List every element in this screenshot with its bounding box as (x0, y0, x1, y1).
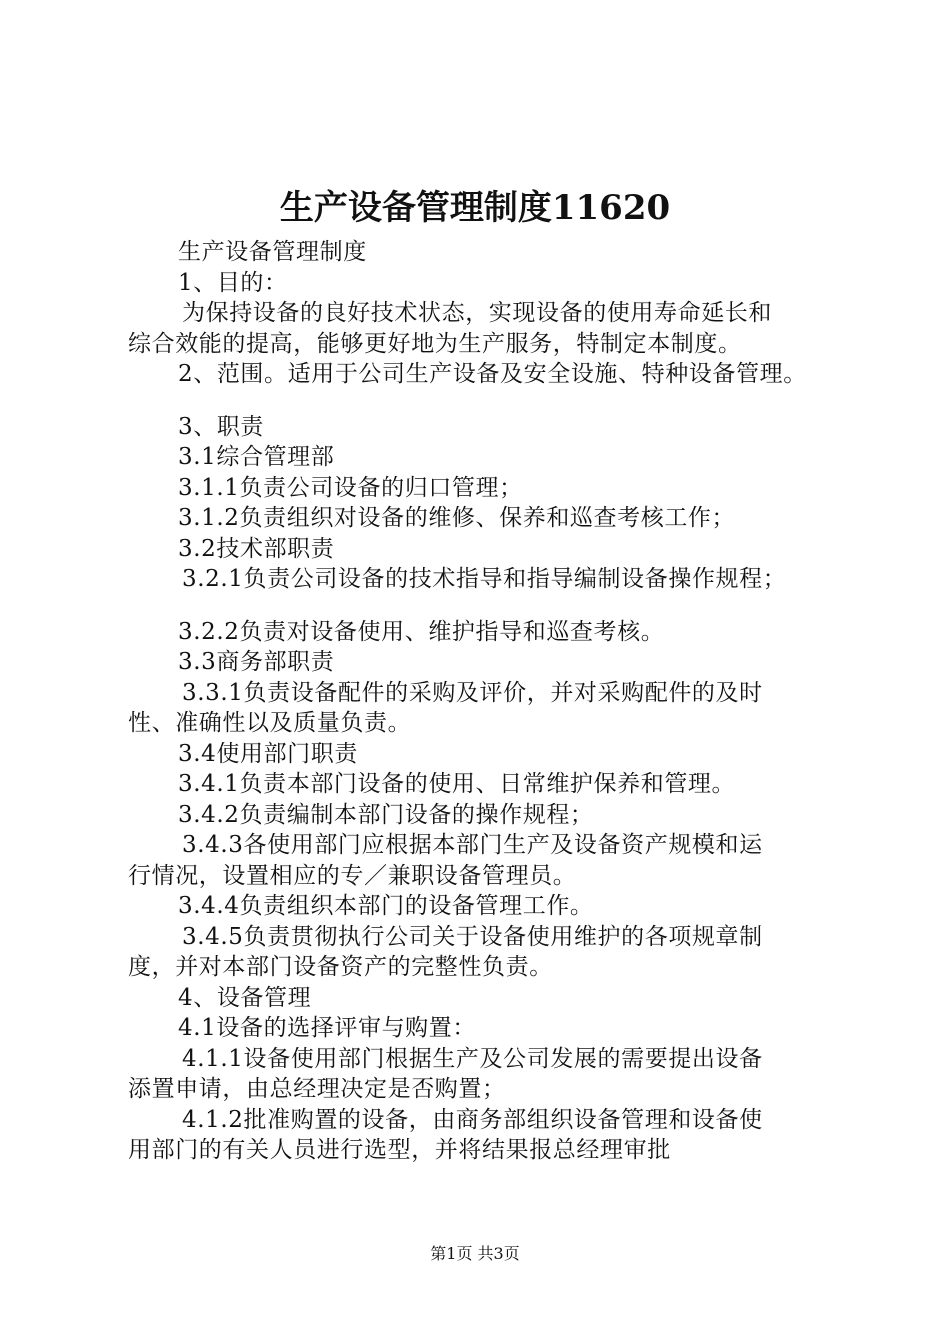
doc-line: 4.1设备的选择评审与购置： (178, 1015, 476, 1041)
doc-line: 3.4.3各使用部门应根据本部门生产及设备资产规模和运 (182, 832, 763, 858)
doc-line: 3.1.1负责公司设备的归口管理； (178, 474, 523, 501)
doc-line: 综合效能的提高，能够更好地为生产服务，特制定本制度。 (128, 330, 742, 357)
page-number-footer: 第1页 共3页 (430, 1244, 520, 1263)
doc-line: 4.1.1设备使用部门根据生产及公司发展的需要提出设备 (182, 1045, 763, 1072)
doc-line: 生产设备管理制度 (178, 239, 367, 265)
doc-line: 3.4.4负责组织本部门的设备管理工作。 (178, 893, 594, 919)
doc-line: 4、设备管理 (178, 984, 312, 1011)
doc-line: 为保持设备的良好技术状态，实现设备的使用寿命延长和 (182, 300, 772, 326)
paragraph-gap (128, 390, 840, 412)
doc-line: 1、目的： (178, 269, 288, 296)
paragraph-gap (128, 595, 840, 617)
doc-line: 2、范围。适用于公司生产设备及安全设施、特种设备管理。 (178, 361, 807, 387)
doc-line: 3.4.1负责本部门设备的使用、日常维护保养和管理。 (178, 771, 736, 797)
doc-line: 3.2.1负责公司设备的技术指导和指导编制设备操作规程； (182, 566, 787, 592)
doc-line: 3.4使用部门职责 (178, 740, 358, 767)
doc-line: 3、职责 (178, 413, 265, 440)
doc-line: 行情况，设置相应的专／兼职设备管理员。 (128, 862, 577, 889)
doc-line: 3.4.5负责贯彻执行公司关于设备使用维护的各项规章制 (182, 923, 763, 950)
document-body (128, 237, 840, 1166)
doc-line: 添置申请，由总经理决定是否购置； (128, 1076, 506, 1102)
document-title: 生产设备管理制度11620 (279, 188, 671, 228)
doc-line: 性、准确性以及质量负责。 (128, 710, 412, 736)
doc-line: 3.3商务部职责 (178, 649, 335, 675)
doc-line: 3.2技术部职责 (178, 535, 335, 562)
doc-line: 3.3.1负责设备配件的采购及评价，并对采购配件的及时 (182, 679, 763, 706)
doc-line: 用部门的有关人员进行选型，并将结果报总经理审批 (128, 1137, 671, 1163)
doc-line: 度，并对本部门设备资产的完整性负责。 (128, 954, 553, 980)
doc-line: 3.1.2负责组织对设备的维修、保养和巡查考核工作； (178, 505, 736, 531)
doc-line: 3.4.2负责编制本部门设备的操作规程； (178, 801, 594, 828)
doc-line: 3.2.2负责对设备使用、维护指导和巡查考核。 (178, 618, 665, 645)
doc-line: 3.1综合管理部 (178, 444, 335, 470)
doc-line: 4.1.2批准购置的设备，由商务部组织设备管理和设备使 (182, 1106, 763, 1133)
